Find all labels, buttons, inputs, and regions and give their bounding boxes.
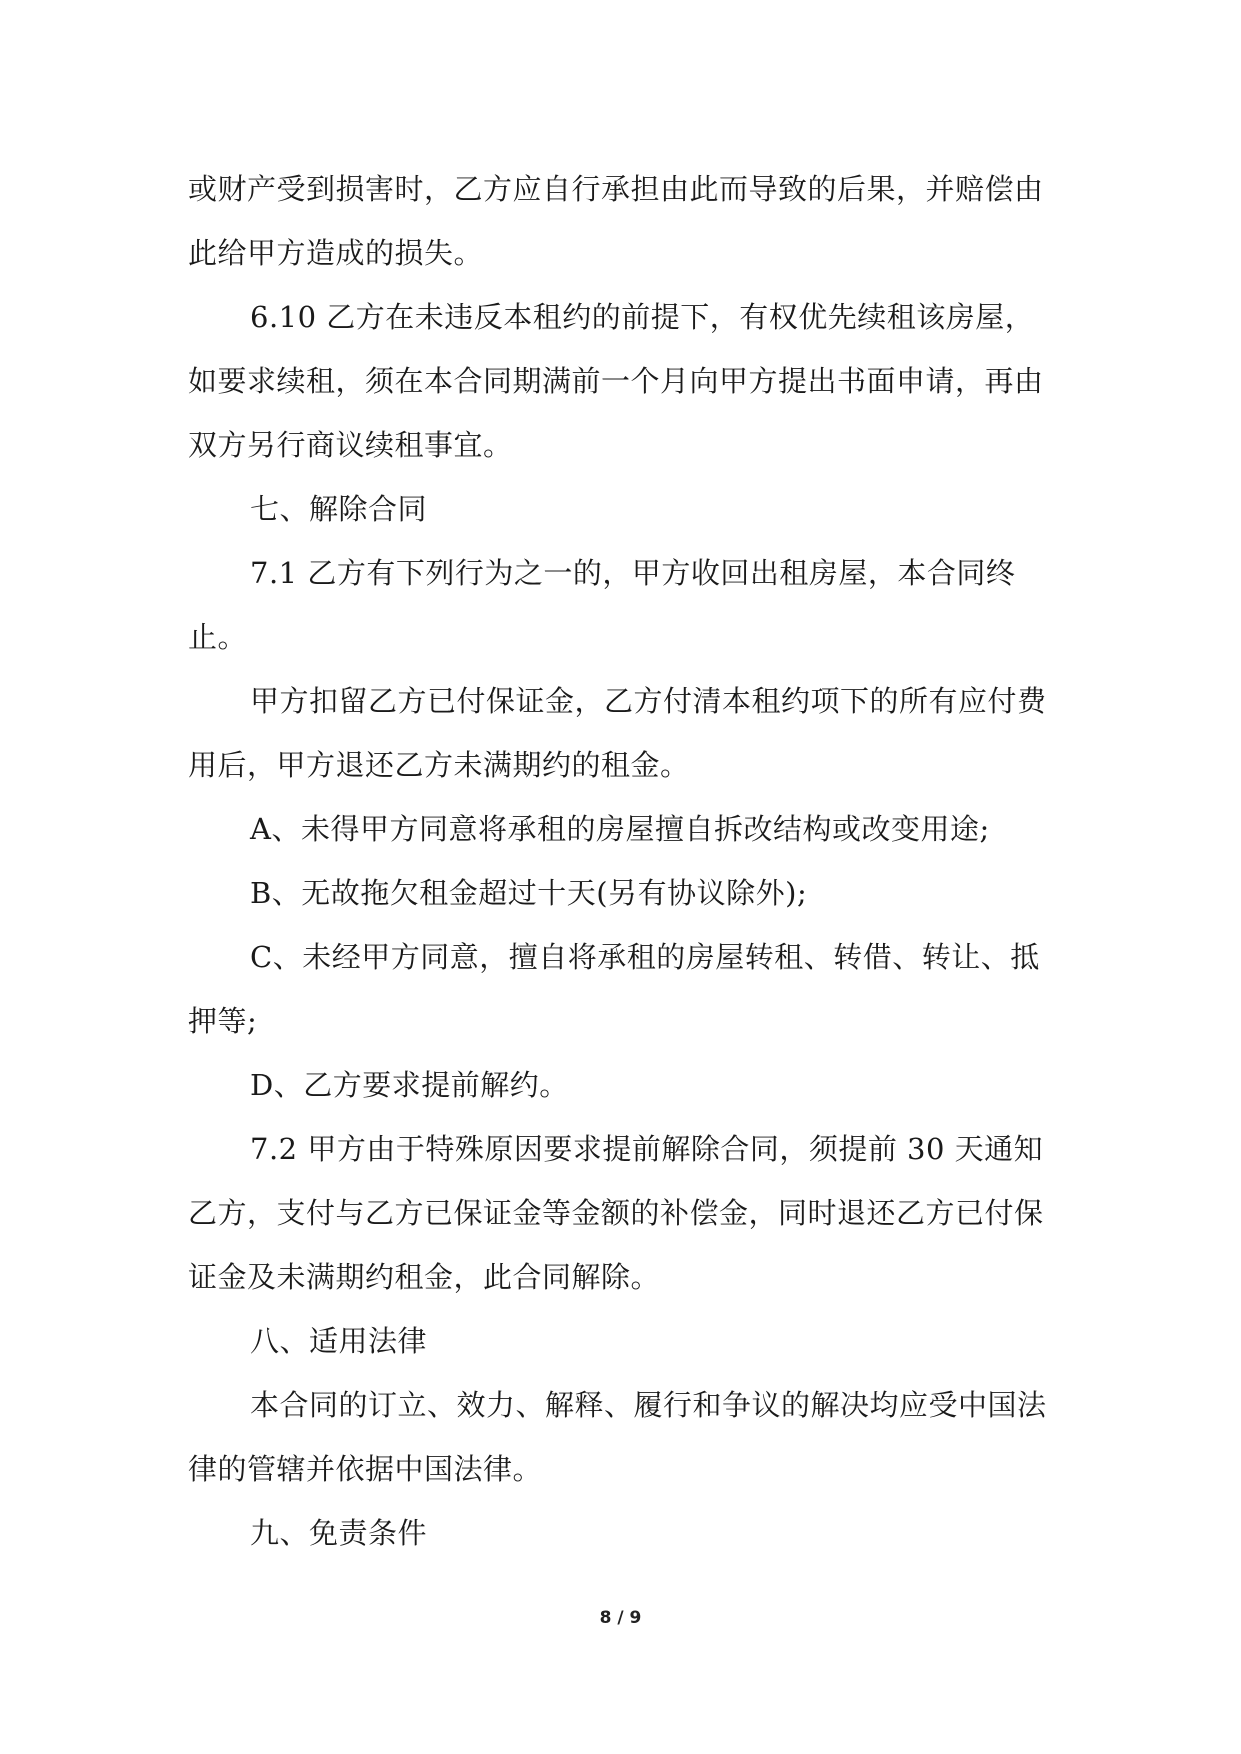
paragraph-applicable-law: 本合同的订立、效力、解释、履行和争议的解决均应受中国法律的管辖并依据中国法律。 (188, 1388, 1047, 1486)
list-item-a: A、未得甲方同意将承租的房屋擅自拆改结构或改变用途; (250, 812, 990, 846)
paragraph-clause-6-10: 6.10 乙方在未违反本租约的前提下，有权优先续租该房屋，如要求续租，须在本合同期满前一个月向甲方提出书面申请，再由双方另行商议续租事宜。 (188, 300, 1044, 462)
list-item-c: C、未经甲方同意，擅自将承租的房屋转租、转借、转让、抵押等; (188, 940, 1040, 1038)
section-heading-exemption: 九、免责条件 (250, 1516, 428, 1550)
page-number: 8 / 9 (599, 1608, 642, 1628)
section-heading-applicable-law: 八、适用法律 (250, 1324, 428, 1358)
document-body (188, 157, 1060, 1565)
list-item-d: D、乙方要求提前解约。 (250, 1068, 569, 1102)
paragraph-clause-7-2: 7.2 甲方由于特殊原因要求提前解除合同，须提前 30 天通知乙方，支付与乙方已保证金等金额的补偿金，同时退还乙方已付保证金及未满期约租金，此合同解除。 (188, 1132, 1044, 1294)
paragraph-continuation-damage: 或财产受到损害时，乙方应自行承担由此而导致的后果，并赔偿由此给甲方造成的损失。 (188, 172, 1044, 270)
paragraph-deposit-retention: 甲方扣留乙方已付保证金，乙方付清本租约项下的所有应付费用后，甲方退还乙方未满期约的租金。 (188, 684, 1047, 782)
paragraph-clause-7-1: 7.1 乙方有下列行为之一的，甲方收回出租房屋，本合同终止。 (188, 556, 1016, 654)
section-heading-termination: 七、解除合同 (250, 492, 428, 526)
list-item-b: B、无故拖欠租金超过十天(另有协议除外); (250, 876, 808, 910)
